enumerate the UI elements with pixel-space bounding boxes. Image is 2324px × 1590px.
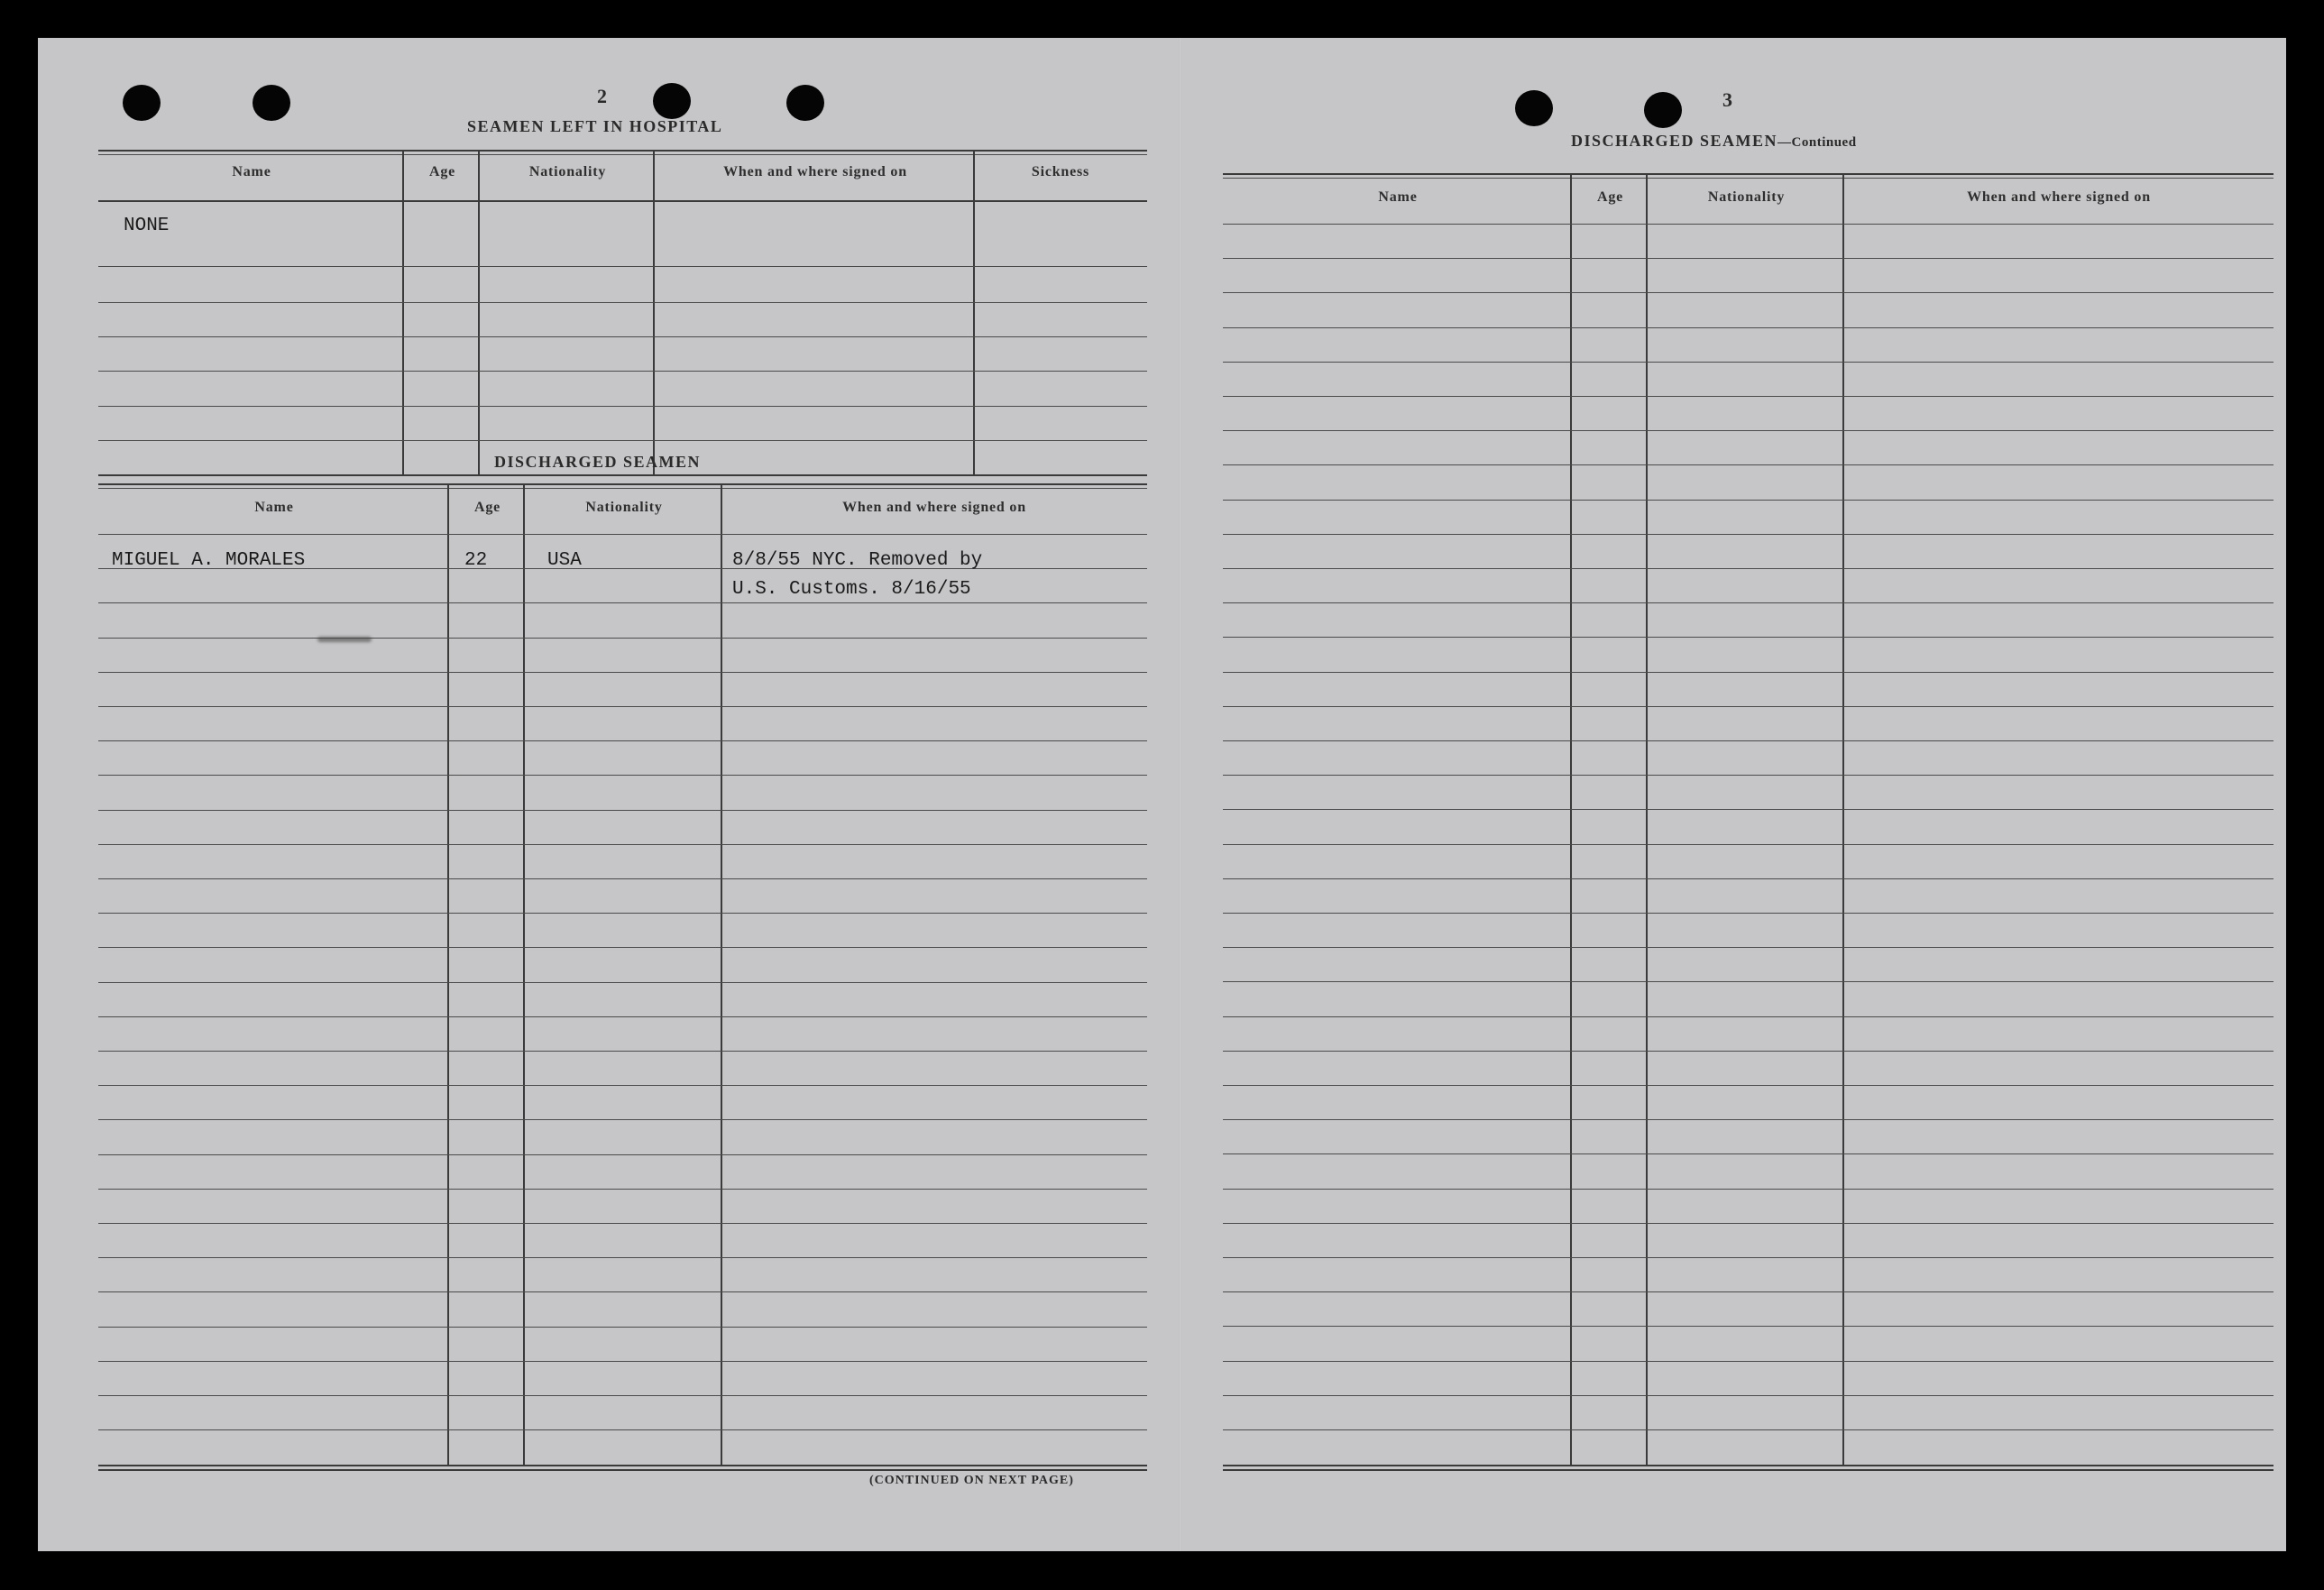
row-rule xyxy=(1223,1223,2273,1224)
right-col-name: Name xyxy=(1378,189,1418,205)
row-rule xyxy=(1223,844,2273,845)
discharged-col-age: Age xyxy=(473,500,501,515)
page-number-left: 2 xyxy=(597,85,607,107)
hospital-divider xyxy=(973,150,975,476)
row-rule xyxy=(1223,740,2273,741)
row-rule xyxy=(98,810,1147,811)
hospital-entry-none: NONE xyxy=(124,216,170,236)
right-top-rule xyxy=(1223,173,2273,175)
discharged-divider xyxy=(523,483,525,1466)
discharged-col-signed-on: When and where signed on xyxy=(842,500,1026,515)
ink-smudge xyxy=(317,637,372,642)
row-rule xyxy=(1223,258,2273,259)
row-rule xyxy=(1223,1051,2273,1052)
row-rule xyxy=(1223,1291,2273,1292)
row-rule xyxy=(98,602,1147,603)
hospital-header-rule xyxy=(98,200,1147,202)
row-rule xyxy=(98,775,1147,776)
hospital-col-age: Age xyxy=(428,164,456,179)
hospital-col-signed-on: When and where signed on xyxy=(723,164,907,179)
row-rule xyxy=(1223,500,2273,501)
row-rule xyxy=(1223,981,2273,982)
row-rule xyxy=(1223,1257,2273,1258)
hospital-top-rule-2 xyxy=(98,154,1147,155)
discharged-section-title: DISCHARGED SEAMEN xyxy=(494,453,702,471)
hospital-row-rule xyxy=(98,371,1147,372)
row-rule xyxy=(1223,430,2273,431)
row-rule xyxy=(1223,534,2273,535)
row-rule xyxy=(1223,706,2273,707)
row-rule xyxy=(1223,464,2273,465)
discharged-col-name: Name xyxy=(254,500,294,515)
hospital-row-rule xyxy=(98,440,1147,441)
row-rule xyxy=(98,1189,1147,1190)
row-rule xyxy=(98,1085,1147,1086)
row-rule xyxy=(1223,947,2273,948)
page-number-right: 3 xyxy=(1722,88,1732,111)
row-rule xyxy=(98,534,1147,535)
manifest-sheet xyxy=(38,38,2286,1551)
discharged-row-name: MIGUEL A. MORALES xyxy=(112,550,306,571)
row-rule xyxy=(98,913,1147,914)
discharged-top-rule xyxy=(98,483,1147,485)
discharged-col-nationality: Nationality xyxy=(585,500,663,515)
discharged-row-age: 22 xyxy=(464,550,488,571)
hospital-divider xyxy=(653,150,655,476)
right-top-rule-2 xyxy=(1223,178,2273,179)
row-rule xyxy=(1223,1395,2273,1396)
row-rule xyxy=(1223,396,2273,397)
row-rule xyxy=(98,706,1147,707)
discharged-bottom-rule-2 xyxy=(98,1469,1147,1471)
hospital-row-rule xyxy=(98,302,1147,303)
row-rule xyxy=(98,672,1147,673)
row-rule xyxy=(98,1361,1147,1362)
right-col-signed-on: When and where signed on xyxy=(1967,189,2151,205)
row-rule xyxy=(98,1119,1147,1120)
hospital-section-title: SEAMEN LEFT IN HOSPITAL xyxy=(467,117,723,135)
hospital-col-nationality: Nationality xyxy=(528,164,607,179)
row-rule xyxy=(1223,809,2273,810)
row-rule xyxy=(1223,327,2273,328)
row-rule xyxy=(1223,672,2273,673)
row-rule xyxy=(98,1154,1147,1155)
row-rule xyxy=(98,740,1147,741)
hospital-row-rule xyxy=(98,406,1147,407)
punch-hole xyxy=(1644,92,1682,128)
discharged-row-signed-on-2: U.S. Customs. 8/16/55 xyxy=(732,579,971,600)
discharged-top-rule-2 xyxy=(98,488,1147,489)
hospital-row-rule xyxy=(98,266,1147,267)
discharged-row-nationality: USA xyxy=(547,550,582,571)
page-fold xyxy=(1179,38,1181,1551)
row-rule xyxy=(98,878,1147,879)
discharged-divider xyxy=(721,483,722,1466)
right-bottom-rule-2 xyxy=(1223,1469,2273,1471)
row-rule xyxy=(1223,1153,2273,1154)
row-rule xyxy=(1223,1361,2273,1362)
punch-hole xyxy=(1515,90,1553,126)
row-rule xyxy=(1223,775,2273,776)
punch-hole xyxy=(786,85,824,121)
row-rule xyxy=(98,638,1147,639)
right-col-nationality: Nationality xyxy=(1707,189,1786,205)
row-rule xyxy=(1223,1085,2273,1086)
punch-hole xyxy=(123,85,161,121)
punch-hole xyxy=(653,83,691,119)
hospital-row-rule xyxy=(98,336,1147,337)
row-rule xyxy=(98,1051,1147,1052)
right-divider xyxy=(1842,173,1844,1466)
punch-hole xyxy=(253,85,290,121)
row-rule xyxy=(98,1291,1147,1292)
row-rule xyxy=(1223,637,2273,638)
hospital-divider xyxy=(478,150,480,476)
hospital-divider xyxy=(402,150,404,476)
row-rule xyxy=(1223,878,2273,879)
row-rule xyxy=(98,844,1147,845)
right-divider xyxy=(1570,173,1572,1466)
hospital-top-rule xyxy=(98,150,1147,152)
row-rule xyxy=(98,1016,1147,1017)
row-rule xyxy=(98,1223,1147,1224)
row-rule xyxy=(98,1327,1147,1328)
right-bottom-rule xyxy=(1223,1465,2273,1466)
row-rule xyxy=(1223,1189,2273,1190)
row-rule xyxy=(1223,292,2273,293)
discharged-continued-label: DISCHARGED SEAMEN xyxy=(1571,132,1778,150)
row-rule xyxy=(98,1429,1147,1430)
row-rule xyxy=(98,947,1147,948)
hospital-col-sickness: Sickness xyxy=(1031,164,1090,179)
row-rule xyxy=(1223,602,2273,603)
row-rule xyxy=(98,982,1147,983)
continued-suffix: —Continued xyxy=(1777,135,1857,150)
discharged-divider xyxy=(447,483,449,1466)
row-rule xyxy=(1223,362,2273,363)
row-rule xyxy=(1223,224,2273,225)
row-rule xyxy=(1223,568,2273,569)
row-rule xyxy=(1223,1326,2273,1327)
row-rule xyxy=(1223,1429,2273,1430)
row-rule xyxy=(98,1257,1147,1258)
hospital-col-name: Name xyxy=(232,164,271,179)
row-rule xyxy=(1223,1119,2273,1120)
discharged-bottom-rule xyxy=(98,1465,1147,1466)
discharged-row-signed-on-1: 8/8/55 NYC. Removed by xyxy=(732,550,983,571)
hospital-bottom-rule xyxy=(98,474,1147,476)
right-col-age: Age xyxy=(1596,189,1624,205)
row-rule xyxy=(1223,913,2273,914)
row-rule xyxy=(98,1395,1147,1396)
right-divider xyxy=(1646,173,1648,1466)
continued-note: (CONTINUED ON NEXT PAGE) xyxy=(869,1474,1074,1487)
row-rule xyxy=(1223,1016,2273,1017)
discharged-continued-title xyxy=(1571,132,1857,151)
